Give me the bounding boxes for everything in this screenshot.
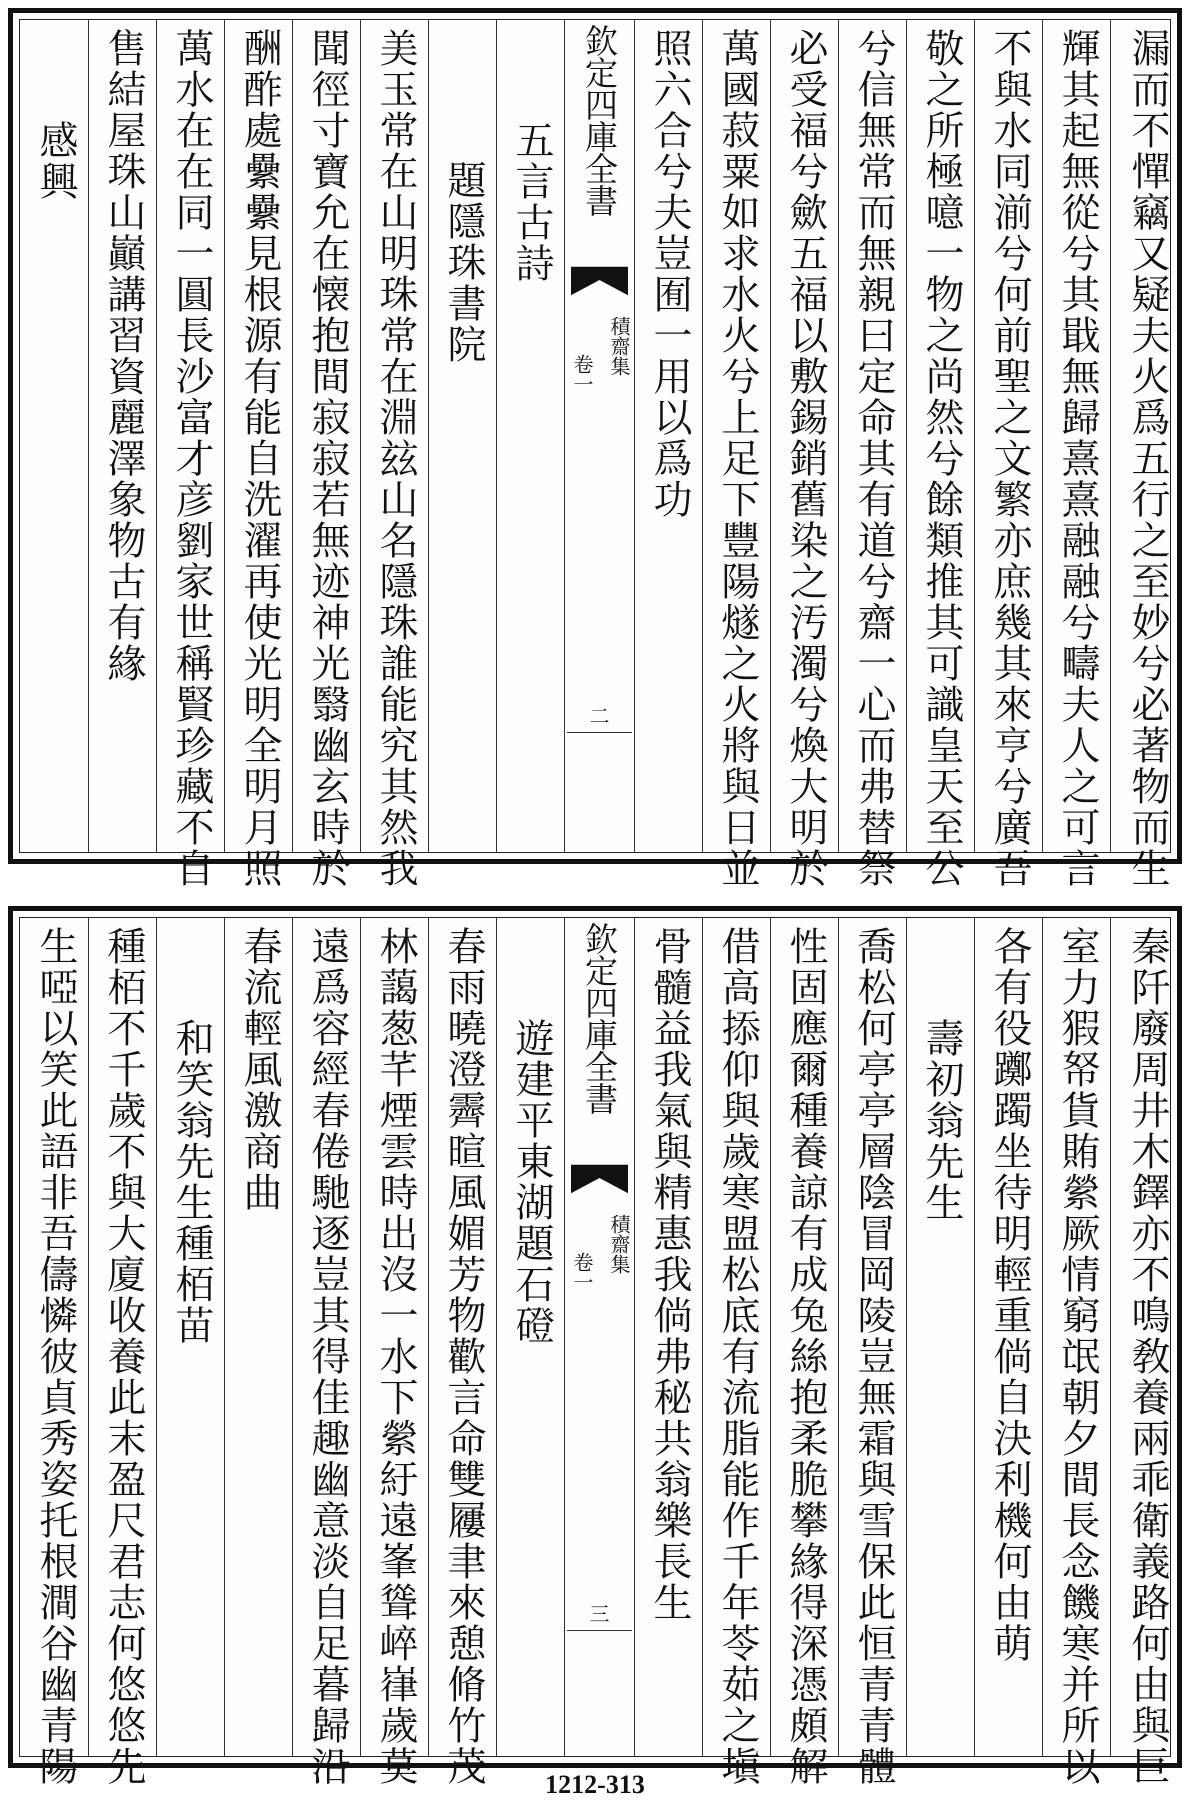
column-text: 性固應爾種養諒有成兔絲抱柔脆攀緣得深憑頗解 [783, 926, 828, 1787]
top-left-col-5 [224, 20, 292, 889]
collection-name: 積齋集 [607, 316, 631, 376]
top-right-col-8 [634, 20, 702, 852]
top-right-col-5 [838, 20, 906, 889]
column-text: 照六合兮夫豈囿一用以爲功 [647, 28, 692, 520]
column-text: 漏而不憚竊又疑夫火爲五行之至妙兮必著物而生 [1125, 28, 1170, 889]
top-right-col-6 [770, 20, 838, 889]
top-right-col-2 [1042, 20, 1110, 889]
top-left-col-2 [428, 20, 496, 852]
bottom-left-col-6 [156, 918, 224, 1756]
volume-label: 卷一 [570, 1252, 594, 1292]
bottom-right-col-8 [634, 918, 702, 1756]
column-text: 不與水同湔兮何前聖之文繁亦庶幾其來亨兮廣吾 [987, 28, 1032, 889]
volume-label: 卷一 [570, 354, 594, 394]
top-left-col-6 [156, 20, 224, 889]
folio-divider [567, 1630, 632, 1631]
top-left-col-8 [20, 20, 88, 852]
bottom-left-col-1 [496, 918, 564, 1756]
folio-number: 三 [589, 1602, 610, 1626]
column-text: 萬水在在同一圓長沙富才彦劉家世稱賢珍藏不自 [169, 28, 214, 889]
column-text: 室力猳帑貨賄縈厥情窮氓朝夕間長念饑寒并所以 [1055, 926, 1100, 1787]
bottom-left-col-5 [224, 918, 292, 1756]
bottom-right-col-4 [906, 918, 974, 1756]
top-left-col-7 [88, 20, 156, 852]
poem-title: 壽初翁先生 [919, 1018, 964, 1223]
bottom-left-col-3 [360, 918, 428, 1787]
bottom-center-fold [564, 918, 634, 1756]
column-text: 敬之所極噫一物之尚然兮餘類推其可識皇天至公 [919, 28, 964, 889]
top-right-col-1 [1110, 20, 1180, 889]
column-text: 聞徑寸寶允在懐抱間寂寂若無迹神光翳幽玄時於 [305, 28, 350, 889]
fishtail-mark-icon [571, 1164, 628, 1194]
bottom-left-col-7 [88, 918, 156, 1787]
bottom-left-col-8 [20, 918, 88, 1787]
column-text: 必受福兮歛五福以敷錫銷舊染之汚濁兮煥大明於 [783, 28, 828, 889]
top-page-frame [19, 19, 1171, 889]
column-text: 酬酢處纍纍見根源有能自洗濯再使光明全明月照 [237, 28, 282, 889]
column-text: 春流輕風激商曲 [237, 926, 282, 1213]
top-right-col-3 [974, 20, 1042, 889]
column-text: 骨髓益我氣與精惠我倘弗秘共翁樂長生 [647, 926, 692, 1623]
column-text: 秦阡廢周井木鐸亦不鳴敎養兩乖衛義路何由與巨 [1125, 926, 1170, 1787]
column-text: 春雨曉澄霽暄風媚芳物歡言命雙屨聿來憩脩竹茂 [441, 926, 486, 1787]
top-page [8, 8, 1182, 889]
top-left-col-1 [496, 20, 564, 852]
page-number: 1212-313 [545, 1770, 645, 1799]
column-text: 借高掭仰與歲寒盟松底有流脂能作千年苓茹之塡 [715, 926, 760, 1787]
poem-title: 和笑翁先生種栢苗 [169, 1018, 214, 1346]
column-text: 種栢不千歲不與大廈收養此末盈尺君志何悠悠先 [101, 926, 146, 1787]
column-text: 各有役躑躅坐待明輕重倘自決利機何由萌 [987, 926, 1032, 1664]
top-center-fold [564, 20, 634, 852]
folio-number: 二 [589, 704, 610, 728]
column-text: 輝其起無從兮其戢無歸熹熹融融兮疇夫人之可言 [1055, 28, 1100, 889]
column-text: 美玉常在山明珠常在淵玆山名隱珠誰能究其然我 [373, 28, 418, 889]
folio-divider [567, 732, 632, 733]
bottom-right-col-5 [838, 918, 906, 1787]
top-left-col-3 [360, 20, 428, 889]
library-title: 欽定四庫全書 [580, 922, 619, 1114]
column-text: 售結屋珠山巓講習資麗澤象物古有緣 [101, 28, 146, 684]
bottom-left-col-4 [292, 918, 360, 1787]
top-right-col-4 [906, 20, 974, 889]
column-text: 遠爲容經春倦馳逐豈其得佳趣幽意淡自足暮歸沿 [305, 926, 350, 1787]
bottom-right-col-6 [770, 918, 838, 1787]
bottom-left-col-2 [428, 918, 496, 1787]
bottom-right-col-7 [702, 918, 770, 1787]
poem-title: 遊建平東湖題石磴 [509, 1018, 554, 1346]
collection-name: 積齋集 [607, 1214, 631, 1274]
top-left-col-4 [292, 20, 360, 889]
bottom-right-col-3 [974, 918, 1042, 1756]
column-text: 喬松何亭亭層陰冒岡陵豈無霜與雪保此恒青青體 [851, 926, 896, 1787]
top-right-col-7 [702, 20, 770, 889]
column-text: 生啞以笑此語非吾儔憐彼貞秀姿托根澗谷幽青陽 [33, 926, 78, 1787]
column-text: 萬國菽粟如求水火兮上足下豐陽燧之火將與日並 [715, 28, 760, 889]
bottom-right-col-2 [1042, 918, 1110, 1787]
column-text: 感興 [33, 120, 78, 202]
section-heading: 五言古詩 [509, 120, 554, 284]
column-text: 兮信無常而無親曰定命其有道兮齋一心而弗替祭 [851, 28, 896, 889]
poem-title: 題隱珠書院 [441, 160, 486, 365]
bottom-right-col-1 [1110, 918, 1180, 1787]
library-title: 欽定四庫全書 [580, 24, 619, 216]
fishtail-mark-icon [571, 266, 628, 296]
column-text: 林藹葱芊煙雲時出沒一水下縈紆遠峯聳崪嵂歲莫 [373, 926, 418, 1787]
